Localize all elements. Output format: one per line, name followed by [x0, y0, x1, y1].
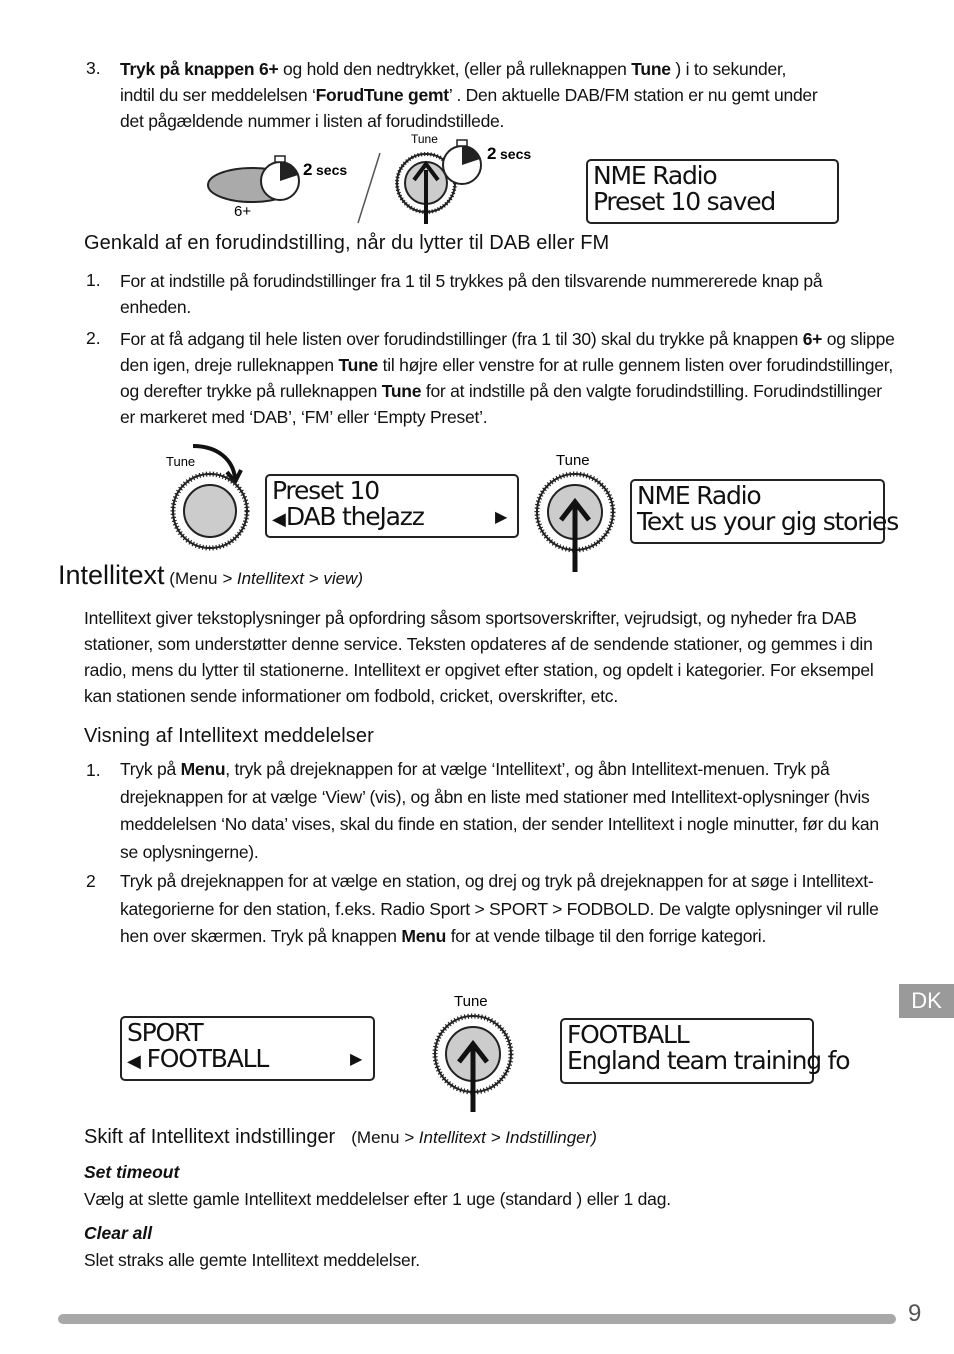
tune-press-illustration: [528, 448, 624, 574]
option-title: Clear all: [84, 1223, 153, 1243]
text: Tryk på: [120, 759, 181, 779]
lcd-text: FOOTBALL: [146, 1044, 269, 1073]
tune-label: Tune: [454, 993, 488, 1010]
secs-value: 2: [487, 144, 497, 163]
path-rest: > Intellitext > view): [217, 569, 363, 588]
lcd-line: NME Radio: [593, 161, 717, 190]
intellitext-heading: [58, 560, 363, 591]
emph: Tune: [338, 355, 378, 375]
left-arrow-icon: ◀: [127, 1051, 147, 1072]
option-text: Slet straks alle gemte Intellitext meddelelser.: [84, 1250, 420, 1270]
tune-label: Tune: [166, 454, 196, 469]
section-heading: Visning af Intellitext meddelelser: [84, 725, 374, 747]
right-arrow-icon: ▶: [495, 507, 508, 526]
text: til højre eller venstre for at rulle gennem listen over forudindstillinger, og derefter trykke på rulleknappen: [120, 355, 893, 401]
lcd-display-category: [120, 1016, 375, 1081]
section-heading: Genkald af en forudindstilling, når du lytter til DAB eller FM: [84, 232, 610, 254]
page-number: 9: [908, 1300, 922, 1327]
lcd-line: FOOTBALL: [567, 1020, 689, 1049]
list-number: 1.: [86, 270, 101, 290]
text: og hold den nedtrykket, (eller på rulleknappen: [278, 59, 632, 79]
menu-path: [165, 569, 363, 588]
lcd-line: [272, 504, 517, 533]
lcd-display-saved: [586, 159, 839, 224]
lcd-line: Text us your gig stories: [637, 507, 899, 536]
text: for at indstille på den valgte forudindstilling. Forudindstillinger er markeret med ‘DAB’, ‘FM’ eller ‘Empty Preset’.: [120, 381, 882, 427]
secs-unit: secs: [316, 162, 348, 178]
menu-path: [351, 1128, 597, 1147]
list-item-text: For at indstille på forudindstillinger fra 1 til 5 trykkes på den tilsvarende nummererede knap på enheden.: [120, 271, 823, 317]
preset-save-illustration: [200, 128, 560, 228]
text: Tryk på drejeknappen for at vælge en station, og drej og tryk på drejeknappen for at søge i Intellitext-kategorierne for den station, f.eks. Radio Sport > SPORT > FODBOLD. De valgte oplysninger vil rulle hen over skærmen. Tryk på knappen: [120, 871, 879, 946]
list-item-text: [120, 756, 895, 866]
lcd-text: DAB theJazz: [285, 502, 424, 531]
text: indtil du ser meddelelsen ‘: [120, 85, 316, 105]
list-number: 2.: [86, 328, 101, 348]
option-text: Vælg at slette gamle Intellitext meddelelser efter 1 uge (standard ) eller 1 dag.: [84, 1189, 671, 1209]
path-rest: > Intellitext > Indstillinger): [399, 1128, 597, 1147]
step-number: 3.: [86, 58, 101, 78]
lcd-line: [127, 1046, 373, 1075]
lcd-line: Preset 10: [272, 476, 379, 505]
text: , tryk på drejeknappen for at vælge ‘Intellitext’, og åbn Intellitext-menuen. Tryk på drejeknappen for at vælge ‘View’ (vis), og åbn en liste med stationer med Intellitext-oplysninger (hvis meddelelsen ‘No data’ vises, skal du finde en station, der sender Intellitext i nogle minutter, før du kan se oplysningerne).: [120, 759, 879, 862]
emph: Tryk på knappen 6+: [120, 59, 279, 79]
secs-value: 2: [303, 160, 313, 179]
lcd-line: Preset 10 saved: [593, 187, 776, 216]
tune-label: Tune: [411, 132, 438, 146]
text: for at vende tilbage til den forrige kategori.: [446, 926, 767, 946]
list-number: 2: [86, 871, 96, 891]
secs-unit: secs: [500, 146, 532, 162]
lcd-line: SPORT: [127, 1018, 203, 1047]
lcd-line: NME Radio: [637, 481, 761, 510]
lcd-line: England team training fo: [567, 1046, 850, 1075]
lcd-display-preset: [265, 474, 519, 538]
section-heading: Skift af Intellitext indstillinger: [84, 1126, 336, 1148]
tune-rotate-illustration: [138, 438, 258, 548]
option-title: Set timeout: [84, 1162, 180, 1182]
button-label: 6+: [234, 203, 252, 220]
lcd-display-station: [630, 479, 899, 544]
text: ’ . Den aktuelle DAB/FM station er nu gemt under: [448, 85, 818, 105]
text: det pågældende nummer i listen af forudindstillede.: [120, 111, 505, 131]
tune-label: Tune: [556, 452, 590, 469]
list-number: 1.: [86, 760, 101, 780]
emph: 6+: [802, 329, 823, 349]
path-open: (: [164, 569, 175, 588]
tune-press-illustration: [428, 988, 524, 1114]
step-3-text: [120, 56, 895, 134]
settings-heading-row: [84, 1126, 597, 1149]
left-arrow-icon: ◀: [272, 509, 286, 530]
page-title: Intellitext: [58, 560, 165, 590]
emph: Tune: [381, 381, 422, 401]
path-menu: Menu: [174, 569, 218, 588]
emph: Menu: [180, 759, 226, 779]
footer-bar: [58, 1314, 896, 1324]
list-item-text: [120, 868, 895, 951]
path-open: (: [351, 1128, 357, 1147]
emph: Menu: [401, 926, 447, 946]
path-menu: Menu: [356, 1128, 400, 1147]
lcd-display-intellitext: [560, 1018, 850, 1084]
text: og slippe den igen, dreje rulleknappen: [120, 329, 895, 375]
emph: Tune: [631, 59, 671, 79]
list-item-text: [120, 326, 895, 430]
language-tab: DK: [899, 984, 954, 1018]
text: ) i to sekunder,: [670, 59, 787, 79]
intellitext-body: Intellitext giver tekstoplysninger på opfordring såsom sportsoverskrifter, vejrudsigt, og nyheder fra DAB stationer, som understøtter denne service. Teksten opdateres af de sendende stationer, og gemmes i din radio, mens du lytter til stationerne. Intellitext er opgivet efter station, og opdelt i kategorier. For eksempel kan stationen sende informationer om fodbold, cricket, overskrifter, etc.: [84, 608, 874, 706]
text: For at få adgang til hele listen over forudindstillinger (fra 1 til 30) skal du trykke på knappen: [120, 329, 803, 349]
emph: ForudTune gemt: [315, 85, 449, 105]
right-arrow-icon: ▶: [350, 1049, 363, 1068]
